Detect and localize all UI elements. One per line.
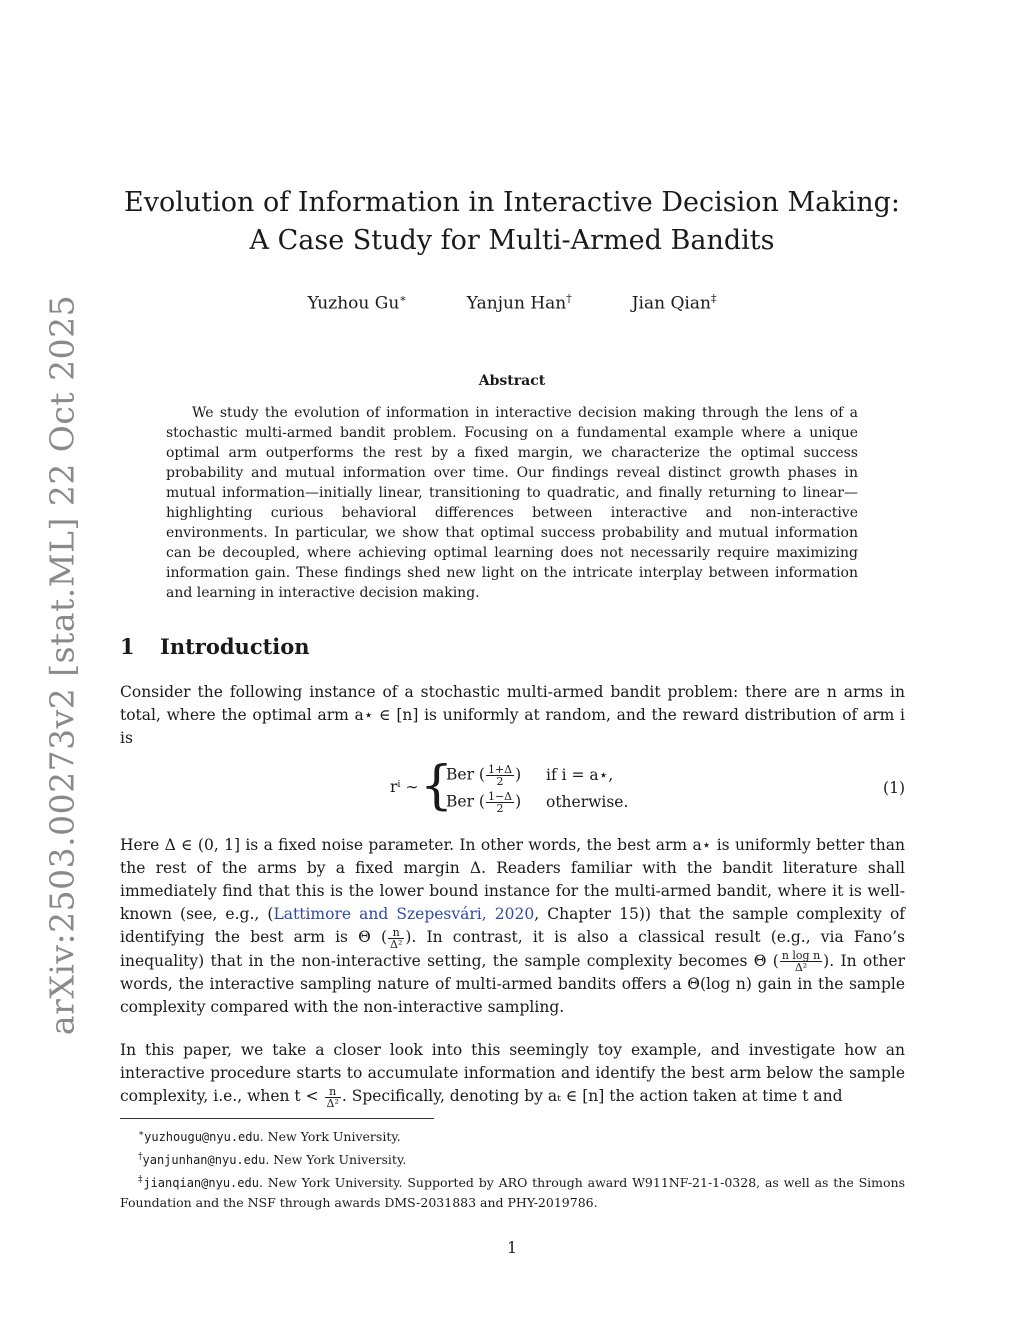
- footnote: †yanjunhan@nyu.edu. New York University.: [138, 1152, 407, 1168]
- citation-link[interactable]: Lattimore and Szepesvári, 2020: [273, 905, 535, 923]
- equation-case-2: Ber ( $\frac{1-\Delta}{2}$ ): [446, 790, 522, 815]
- email-link[interactable]: yuzhougu@nyu.edu: [144, 1130, 260, 1145]
- email-link[interactable]: yanjunhan@nyu.edu: [142, 1153, 266, 1168]
- author: Jian Qian‡: [631, 292, 717, 314]
- section-title: Introduction: [160, 634, 310, 659]
- footnote: ‡jianqian@nyu.edu. New York University. Supported by ARO through award W911NF-21-1-0328, as well as the Simons Foundation and the NSF through awards DMS-2031883 and PHY-2019786.: [120, 1175, 905, 1211]
- paper-title-line-1: Evolution of Information in Interactive Decision Making:: [124, 187, 900, 218]
- arxiv-identifier: arXiv:2503.00273v2 [stat.ML] 22 Oct 2025: [42, 294, 82, 1036]
- equation-1: [120, 756, 905, 820]
- email-link[interactable]: jianqian@nyu.edu: [143, 1176, 259, 1191]
- equation-condition-2: otherwise.: [546, 793, 629, 811]
- paper-title-line-2: A Case Study for Multi-Armed Bandits: [249, 225, 775, 256]
- page-number: 1: [507, 1239, 517, 1257]
- abstract-heading: Abstract: [478, 373, 546, 389]
- brace-symbol: {: [420, 756, 454, 816]
- intro-paragraph-2: Here Δ ∈ (0, 1] is a fixed noise parameter. In other words, the best arm a⋆ is uniformly better than the rest of the arms by a fixed margin Δ. Readers familiar with the bandit literature shall immediately find that this is the lower bound instance for the multi-armed bandit, where it is well-known (see, e.g., (Lattimore and Szepesvári, 2020, Chapter 15)) that the sample complexity of identifying the best arm is Θ ( $\frac{n}{\text{Δ²}}$ ). In contrast, it is also a classical result (e.g., via Fano’s inequality) that in the non-interactive setting, the sample complexity becomes Θ ( $\frac{\text{n log n}}{\text{Δ²}}$ ). In other words, the interactive sampling nature of multi-armed bandits offers a Θ(log n) gain in the sample complexity compared with the non-interactive sampling.: [120, 836, 906, 1016]
- author: Yuzhou Gu∗: [307, 292, 407, 314]
- equation-case-1: Ber ( $\frac{1+\Delta}{2}$ ): [446, 763, 522, 788]
- footnotes: [120, 1124, 905, 1213]
- section-number: 1: [120, 634, 135, 659]
- intro-paragraph-1: Consider the following instance of a stochastic multi-armed bandit problem: there are n arms in total, where the optimal arm a⋆ ∈ [n] is uniformly at random, and the reward distribution of arm i is: [120, 683, 905, 747]
- equation-lhs: rⁱ ∼: [390, 778, 419, 796]
- abstract-body: [166, 403, 858, 603]
- footnote: ∗yuzhougu@nyu.edu. New York University.: [138, 1129, 401, 1145]
- author: Yanjun Han†: [466, 292, 572, 314]
- footnote-rule: [120, 1118, 434, 1119]
- author-list: [0, 292, 1024, 314]
- equation-condition-1: if i = a⋆,: [546, 766, 614, 784]
- equation-number: (1): [883, 779, 905, 797]
- section-heading: [120, 634, 310, 659]
- intro-paragraph-3: In this paper, we take a closer look into this seemingly toy example, and investigate how an interactive procedure starts to accumulate information and identify the best arm below the sample complexity, i.e., when t < $\frac{n}{\text{Δ²}}$ . Specifically, denoting by aₜ ∈ [n] the action taken at time t and: [120, 1041, 905, 1110]
- abstract-text: We study the evolution of information in interactive decision making through the lens of a stochastic multi-armed bandit problem. Focusing on a fundamental example where a unique optimal arm outperforms the rest by a fixed margin, we characterize the optimal success probability and mutual information over time. Our findings reveal distinct growth phases in mutual information—initially linear, transitioning to quadratic, and finally returning to linear—highlighting curious behavioral differences between interactive and non-interactive environments. In particular, we show that optimal success probability and mutual information can be decoupled, where achieving optimal learning does not necessarily require maximizing information gain. These findings shed new light on the intricate interplay between information and learning in interactive decision making.: [166, 405, 858, 601]
